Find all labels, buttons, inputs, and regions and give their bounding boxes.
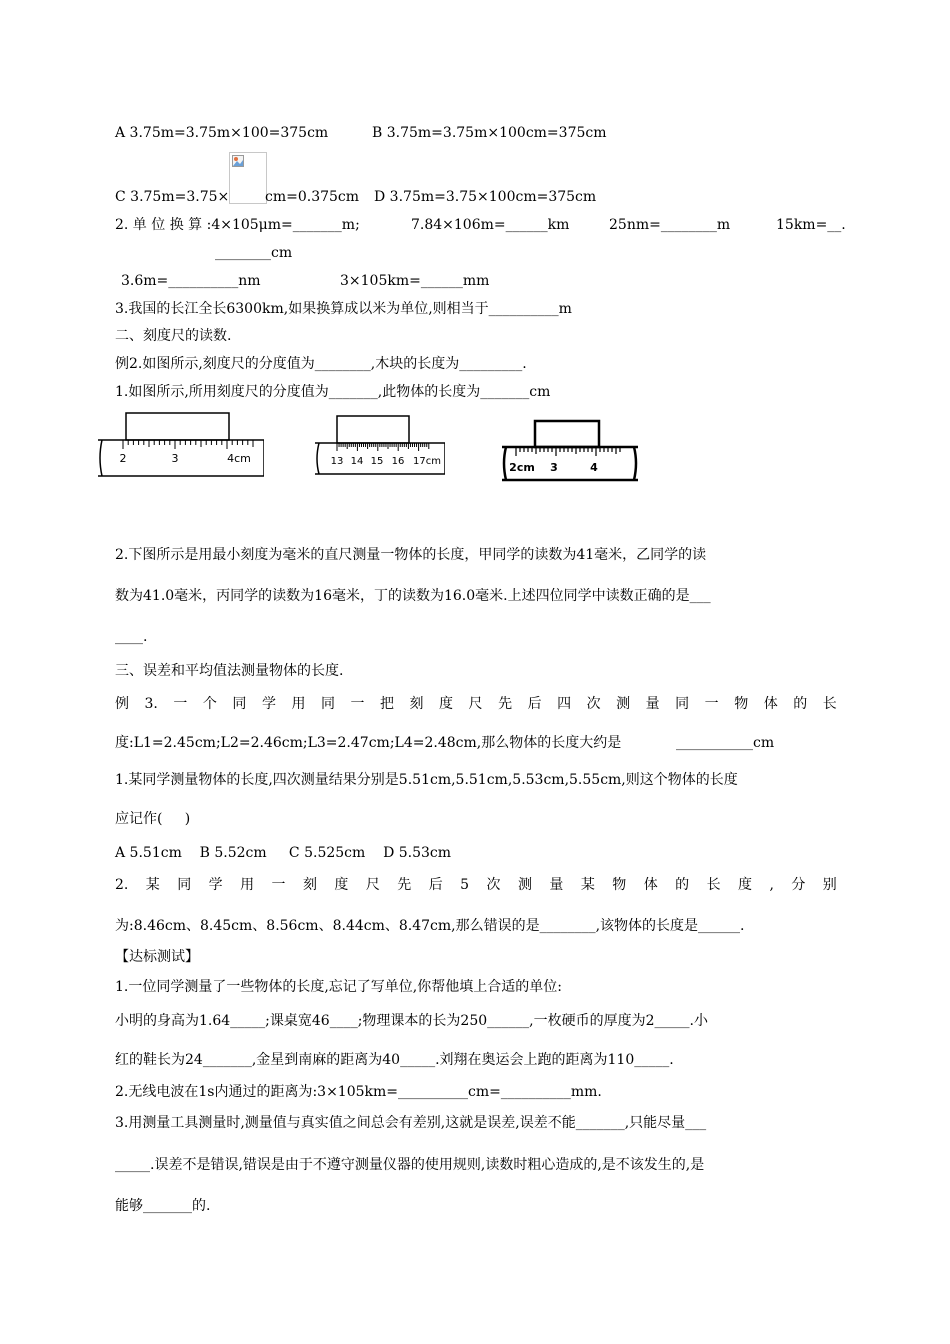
ruler1-label-2: 2 [119,452,127,465]
ruler1-label-3: 3 [171,452,179,465]
conv-4-cont: ________cm [215,245,293,261]
example-3-values: 度:L1=2.45cm;L2=2.46cm;L3=2.47cm;L4=2.48cm,那么物体的长度大约是 [115,735,622,751]
example-2: 例2.如图所示,刻度尺的分度值为________,木块的长度为_________. [115,356,527,372]
ruler-figure-2 [315,414,445,476]
image-placeholder-icon [232,155,244,167]
unit-conversion-line [115,216,846,234]
ruler-figure-1 [98,410,264,480]
ruler3-label-2cm: 2cm [509,461,535,474]
test-q2: 2.无线电波在1s内通过的距离为:3×105km=__________cm=__________mm. [115,1084,602,1100]
example-3-text: 例 3. 一 个 同 学 用 同 一 把 刻 度 尺 先 后 四 次 测 量 同 一 物 体 的 长 [115,696,837,712]
conv-5: 3.6m=__________nm [121,273,261,289]
ruler2-label-17cm: 17cm [413,456,441,467]
option-c-line [115,188,597,206]
test-q1-line-2: 红的鞋长为24_______,金星到南麻的距离为40_____.刘翔在奥运会上跑的距离为110_____. [115,1052,674,1068]
section-test-heading: 【达标测试】 [115,949,199,965]
broken-image-icon [229,152,267,204]
test-q3-line-3: 能够_______的. [115,1198,211,1214]
example-3-line-1 [115,695,837,713]
ruler3-label-3: 3 [550,461,558,474]
option-a: A 3.75m=3.75m×100=375cm [115,125,329,141]
question-avg-1: 1.某同学测量物体的长度,四次测量结果分别是5.51cm,5.51cm,5.53cm,5.55cm,则这个物体的长度 [115,772,738,788]
option-c-part2: cm=0.375cm [265,189,360,205]
option-c-part1: C 3.75m=3.75× [115,189,230,205]
test-q1-intro: 1.一位同学测量了一些物体的长度,忘记了写单位,你帮他填上合适的单位: [115,979,562,995]
ruler2-label-14: 14 [350,456,364,467]
ruler1-label-4cm: 4cm [227,452,251,465]
block-3 [535,421,599,447]
ruler2-label-16: 16 [391,456,405,467]
block-1 [126,413,229,440]
section-2-heading: 二、刻度尺的读数. [115,328,232,344]
ruler2-label-15: 15 [370,456,384,467]
conv-line-2 [121,272,490,290]
option-b: B 3.75m=3.75m×100cm=375cm [372,125,607,141]
example-3-blank: ___________cm [676,735,775,751]
option-a-line [115,124,607,142]
question-error-line-1 [115,876,837,894]
ruler2-label-13: 13 [330,456,344,467]
test-q1-line-1: 小明的身高为1.64_____;课桌宽46____;物理课本的长为250______,一枚硬币的厚度为2_____.小 [115,1013,708,1029]
conv-6: 3×105km=______mm [340,273,490,289]
conv-4: 15km=__. [776,217,846,233]
conv-1: 2. 单 位 换 算 :4×105μm=_______m; [115,217,360,233]
test-q3-line-1: 3.用测量工具测量时,测量值与真实值之间总会有差别,这就是误差,误差不能_______,只能尽量___ [115,1115,707,1131]
question-error-text: 2. 某 同 学 用 一 刻 度 尺 先 后 5 次 测 量 某 物 体 的 长 度 , 分 别 [115,877,837,893]
question-yangtze: 3.我国的长江全长6300km,如果换算成以米为单位,则相当于__________m [115,301,572,317]
conv-3: 25nm=________m [609,217,731,233]
example-3-line-2 [115,734,775,752]
ruler-figure-3 [502,418,638,482]
question-avg-options: A 5.51cm B 5.52cm C 5.525cm D 5.53cm [115,845,452,861]
question-error-line-2: 为:8.46cm、8.45cm、8.56cm、8.44cm、8.47cm,那么错误的是________,该物体的长度是______. [115,918,745,934]
question-avg-2: 应记作( ) [115,811,191,827]
question-reading-2: 数为41.0毫米，丙同学的读数为16毫米，丁的读数为16.0毫米.上述四位同学中读数正确的是___ [115,588,711,604]
section-3-heading: 三、误差和平均值法测量物体的长度. [115,663,344,679]
question-ruler: 1.如图所示,所用刻度尺的分度值为_______,此物体的长度为_______cm [115,384,551,400]
block-2 [337,416,409,443]
question-reading-3: ____. [115,629,148,645]
option-d: D 3.75m=3.75×100cm=375cm [374,189,597,205]
question-reading-1: 2.下图所示是用最小刻度为毫米的直尺测量一物体的长度，甲同学的读数为41毫米，乙同学的读 [115,547,707,563]
conv-2: 7.84×106m=______km [411,217,570,233]
test-q3-line-2: _____.误差不是错误,错误是由于不遵守测量仪器的使用规则,读数时粗心造成的,是不该发生的,是 [115,1157,705,1173]
ruler3-label-4: 4 [590,461,598,474]
